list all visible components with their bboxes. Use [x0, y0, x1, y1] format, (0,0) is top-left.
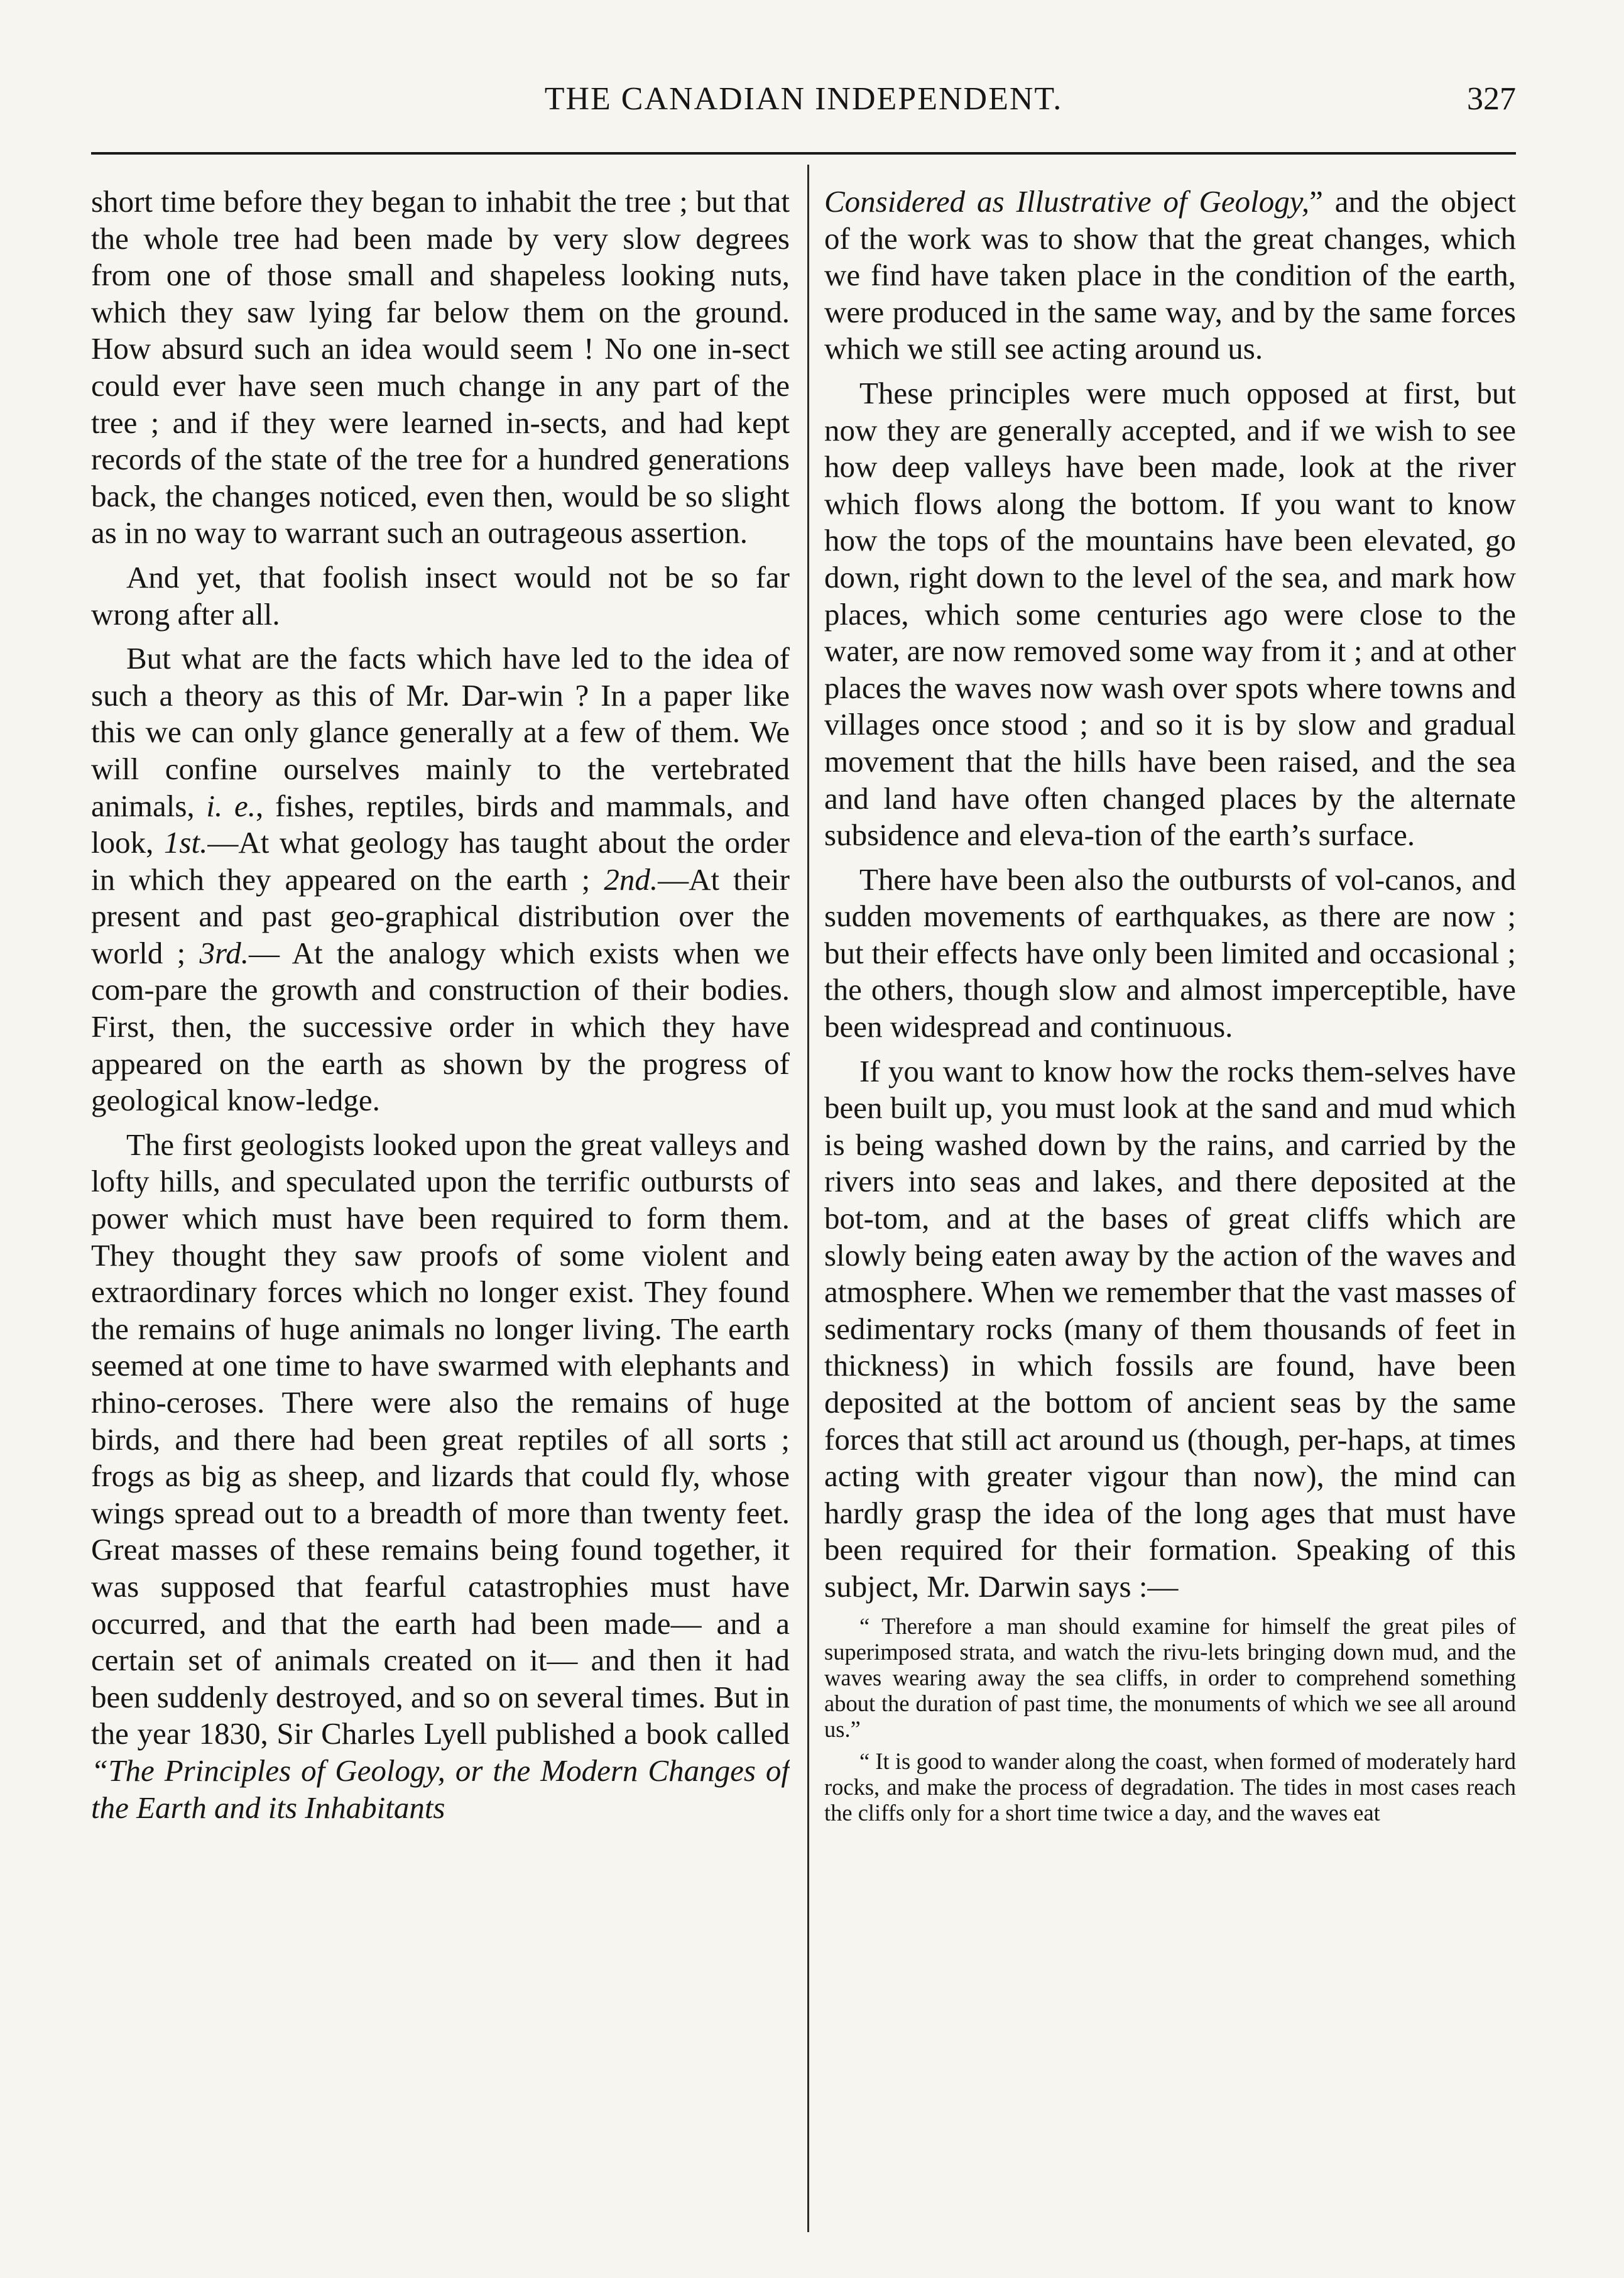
italic-run: 3rd.: [199, 935, 249, 970]
journal-title: THE CANADIAN INDEPENDENT.: [544, 81, 1063, 117]
paragraph: [824, 183, 1516, 368]
paragraph: And yet, that foolish insect would not be so far wrong after all.: [91, 559, 790, 632]
page-number: 327: [1467, 81, 1516, 117]
paragraph: If you want to know how the rocks them-selves have been built up, you must look at the sand and mud which is being washed down by the rains, and carried by the rivers into seas and lakes, and there deposited at the bot-tom, and at the bases of great cliffs which are slowly being eaten away by the action of the waves and atmosphere. When we remember that the vast masses of sedimentary rocks (many of them thousands of feet in thickness) in which fossils are found, have been deposited at the bottom of ancient seas by the same forces that still act around us (though, per-haps, at times acting with greater vigour than now), the mind can hardly grasp the idea of the long ages that must have been required for their formation. Speaking of this subject, Mr. Darwin says :—: [824, 1053, 1516, 1604]
text-run: But what are the facts which have led to the idea of such a theory as this of Mr. Dar-win ? In a paper like this we can only glance generally at a few of them. We will confine ourselves mainly to the vertebrated animals,: [91, 641, 790, 823]
paragraph: These principles were much opposed at first, but now they are generally accepted, and if we wish to see how deep valleys have been made, look at the river which flows along the bottom. If you want to know how the tops of the mountains have been elevated, go down, right down to the level of the sea, and mark how places, which some centuries ago were close to the water, are now removed some way from it ; and at other places the waves now wash over spots where towns and villages once stood ; and so it is by slow and gradual movement that the hills have been raised, and the sea and land have often changed places by the alternate subsidence and eleva-tion of the earth’s surface.: [824, 375, 1516, 853]
book-title: “The Principles of Geology, or the Modern Changes of the Earth and its Inhabitants: [91, 1753, 790, 1825]
text-run: —At their present and past geo-graphical distribution over the world ;: [91, 862, 790, 970]
italic-run: 2nd.: [604, 862, 658, 897]
italic-run: 1st.: [163, 825, 208, 860]
paragraph: short time before they began to inhabit the tree ; but that the whole tree had been made by very slow degrees from one of those small and shapeless looking nuts, which they saw lying far below them on the ground. How absurd such an idea would seem ! No one in-sect could ever have seen much change in any part of the tree ; and if they were learned in-sects, and had kept records of the state of the tree for a hundred generations back, the changes noticed, even then, would be so slight as in no way to warrant such an outrageous assertion.: [91, 184, 790, 550]
header-rule: [91, 152, 1516, 155]
text-run: , fishes, reptiles, birds and mammals, and look,: [91, 788, 790, 860]
book-title: Considered as Illustrative of Geology,: [824, 184, 1310, 219]
running-header: [91, 80, 1516, 124]
paragraph: [91, 640, 790, 1119]
left-column: [91, 183, 790, 2232]
text-run: ” and the object of the work was to show that the great changes, which we find have taken place in the condition of the earth, were produced in the same way, and by the same forces which we still see acting around us.: [824, 184, 1516, 366]
text-run: The first geologists looked upon the great valleys and lofty hills, and speculated upon the terrific outbursts of power which must have been required to form them. They thought they saw proofs of some violent and extraordinary forces which no longer exist. They found the remains of huge animals no longer living. The earth seemed at one time to have swarmed with elephants and rhino-ceroses. There were also the remains of huge birds, and there had been great reptiles of all sorts ; frogs as big as sheep, and lizards that could fly, whose wings spread out to a breadth of more than twenty feet. Great masses of these remains being found together, it was supposed that fearful catastrophies must have occurred, and that the earth had been made— and a certain set of animals created on it— and then it had been suddenly destroyed, and so on several times. But in the year 1830, Sir Charles Lyell published a book called: [91, 1127, 790, 1751]
block-quote: “ It is good to wander along the coast, when formed of moderately hard rocks, and make the process of degradation. The tides in most cases reach the cliffs only for a short time twice a day, and the waves eat: [824, 1748, 1516, 1826]
paragraph: [91, 1127, 790, 1826]
right-column: [824, 183, 1516, 2232]
text-run: —At what geology has taught about the order in which they appeared on the earth ;: [91, 825, 790, 897]
italic-run: i. e.: [206, 788, 256, 823]
block-quote: “ Therefore a man should examine for himself the great piles of superimposed strata, and watch the rivu-lets bringing down mud, and the waves wearing away the sea cliffs, in order to comprehend something about the duration of past time, the monuments of which we see all around us.”: [824, 1613, 1516, 1742]
column-divider: [807, 165, 809, 2232]
paragraph: There have been also the outbursts of vol-canos, and sudden movements of earthquakes, as there are now ; but their effects have only been limited and occasional ; the others, though slow and almost imperceptible, have been widespread and continuous.: [824, 862, 1516, 1044]
text-run: — At the analogy which exists when we com-pare the growth and construction of their bodies. First, then, the successive order in which they have appeared on the earth as shown by the progress of geological know-ledge.: [91, 935, 790, 1118]
